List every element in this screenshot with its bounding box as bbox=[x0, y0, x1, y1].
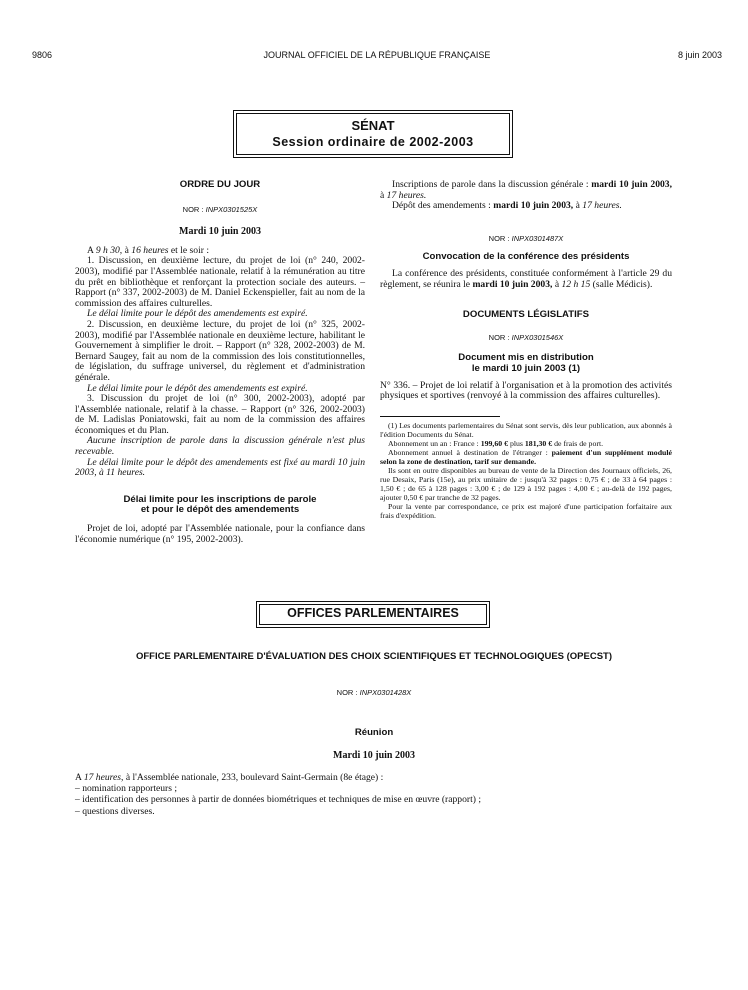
footnote-4: Ils sont en outre disponibles au bureau de vente de la Direction des Journaux officiels, 26, rue Desaix, Paris (15e), au prix unitaire de : jusqu'à 32 pages : 0,75 € ; de 33 à 64 pages : 1,50 € ; de 65 à 128 pages : 3,00 € ; de 129 à 192 pages : 4,00 € ; au-delà de 192 pages, ajouter 0,50 € par tranche de 32 pages. bbox=[380, 465, 672, 502]
convocation-nor: NOR : INPX0301487X bbox=[488, 233, 564, 243]
footnote-2: Abonnement un an : France : 199,60 € plus 181,30 € de frais de port. bbox=[388, 438, 604, 448]
delai-depot: Dépôt des amendements : mardi 10 juin 2003, à 17 heures. bbox=[392, 200, 622, 212]
opecst-date: Mardi 10 juin 2003 bbox=[333, 750, 415, 761]
opecst-intro: A 17 heures, à l'Assemblée nationale, 233, boulevard Saint-Germain (8e étage) : bbox=[75, 772, 384, 783]
ordre-item-1: 1. Discussion, en deuxième lecture, du projet de loi (n° 240, 2002-2003), modifié par l'Assemblée nationale, relatif à la rémunération au titre du prêt en bibliothèque et renforçant la protection sociale des auteurs. – Rapport (n° 337, 2002-2003) de M. Daniel Eckenspieller, fait au nom de la commission des affaires culturelles. bbox=[75, 255, 365, 309]
opecst-agenda bbox=[75, 772, 695, 817]
convocation-heading: Convocation de la conférence des présidents bbox=[422, 251, 630, 263]
opecst-title: OFFICE PARLEMENTAIRE D'ÉVALUATION DES CHOIX SCIENTIFIQUES ET TECHNOLOGIQUES (OPECST) bbox=[135, 651, 613, 662]
convocation-text: La conférence des présidents, constituée conformément à l'article 29 du règlement, se réunira le mardi 10 juin 2003, à 12 h 15 (salle Médicis). bbox=[380, 267, 672, 290]
ordre-item-1-note: Le délai limite pour le dépôt des amendements est expiré. bbox=[87, 308, 308, 320]
page-number: 9806 bbox=[32, 50, 53, 60]
ordre-date: Mardi 10 juin 2003 bbox=[179, 226, 261, 238]
footnote-divider bbox=[380, 416, 500, 417]
footnote-1: (1) Les documents parlementaires du Sénat sont servis, dès leur publication, aux abonnés à l'édition Documents du Sénat. bbox=[380, 420, 672, 439]
footnotes bbox=[380, 416, 672, 520]
delai-inscriptions: Inscriptions de parole dans la discussion générale : mardi 10 juin 2003, à 17 heures. bbox=[380, 179, 672, 201]
delai-heading: Délai limite pour les inscriptions de parole et pour le dépôt des amendements bbox=[123, 493, 317, 516]
ordre-item-3-note1: Aucune inscription de parole dans la discussion générale n'est plus recevable. bbox=[75, 435, 365, 458]
documents-heading: DOCUMENTS LÉGISLATIFS bbox=[462, 309, 590, 321]
footnote-3: Abonnement annuel à destination de l'étranger : paiement d'un supplément modulé selon la zone de destination, tarif sur demande. bbox=[380, 447, 673, 466]
left-column bbox=[75, 180, 365, 545]
senat-title: SÉNAT bbox=[351, 118, 395, 133]
list-item: – questions diverses. bbox=[75, 805, 155, 817]
list-item: – identification des personnes à partir de données biométriques et techniques de mise en œuvre (rapport) ; bbox=[75, 794, 482, 806]
ordre-intro: A 9 h 30, à 16 heures et le soir : bbox=[87, 244, 210, 256]
documents-subheading: Document mis en distribution le mardi 10 juin 2003 (1) bbox=[458, 352, 594, 374]
senat-session: Session ordinaire de 2002-2003 bbox=[272, 135, 474, 149]
journal-title: JOURNAL OFFICIEL DE LA RÉPUBLIQUE FRANÇAISE bbox=[263, 50, 491, 60]
header-date: 8 juin 2003 bbox=[677, 50, 722, 60]
reunion-heading: Réunion bbox=[354, 727, 394, 738]
ordre-item-2: 2. Discussion, en deuxième lecture, du projet de loi (n° 325, 2002-2003), modifié par l'Assemblée nationale en deuxième lecture, habilitant le Gouvernement à simplifier le droit. – Rapport (n° 328, 2002-2003) de M. Bernard Saugey, fait au nom de la commission des lois constitutionnelles, de législation, du suffrage universel, du règlement et d'administration générale. bbox=[75, 318, 365, 383]
right-column bbox=[380, 180, 672, 520]
ordre-item-3-note2: Le délai limite pour le dépôt des amendements est fixé au mardi 10 juin 2003, à 11 heures. bbox=[75, 456, 365, 479]
footnote-5: Pour la vente par correspondance, ce prix est majoré d'une participation forfaitaire aux frais d'expédition. bbox=[380, 501, 672, 520]
ordre-nor: NOR : INPX0301525X bbox=[182, 204, 258, 214]
running-header bbox=[32, 50, 722, 64]
opecst-nor: NOR : INPX0301428X bbox=[336, 688, 412, 697]
offices-title-box bbox=[256, 601, 490, 628]
ordre-du-jour-heading: ORDRE DU JOUR bbox=[179, 179, 261, 190]
delai-text: Projet de loi, adopté par l'Assemblée nationale, pour la confiance dans l'économie numérique (n° 195, 2002-2003). bbox=[75, 523, 365, 545]
offices-title: OFFICES PARLEMENTAIRES bbox=[259, 604, 487, 625]
ordre-item-2-note: Le délai limite pour le dépôt des amendements est expiré. bbox=[87, 382, 308, 394]
list-item: – nomination rapporteurs ; bbox=[75, 783, 178, 795]
senat-title-box bbox=[233, 110, 513, 158]
ordre-item-3: 3. Discussion du projet de loi (n° 300, 2002-2003), adopté par l'Assemblée nationale, relatif à la chasse. – Rapport (n° 326, 2002-2003) de M. Ladislas Poniatowski, fait au nom de la commission des affaires économiques et du Plan. bbox=[75, 393, 365, 436]
documents-nor: NOR : INPX0301546X bbox=[488, 332, 564, 342]
documents-text: N° 336. – Projet de loi relatif à l'organisation et à la promotion des activités physiques et sportives (renvoyé à la commission des affaires culturelles). bbox=[380, 379, 672, 402]
